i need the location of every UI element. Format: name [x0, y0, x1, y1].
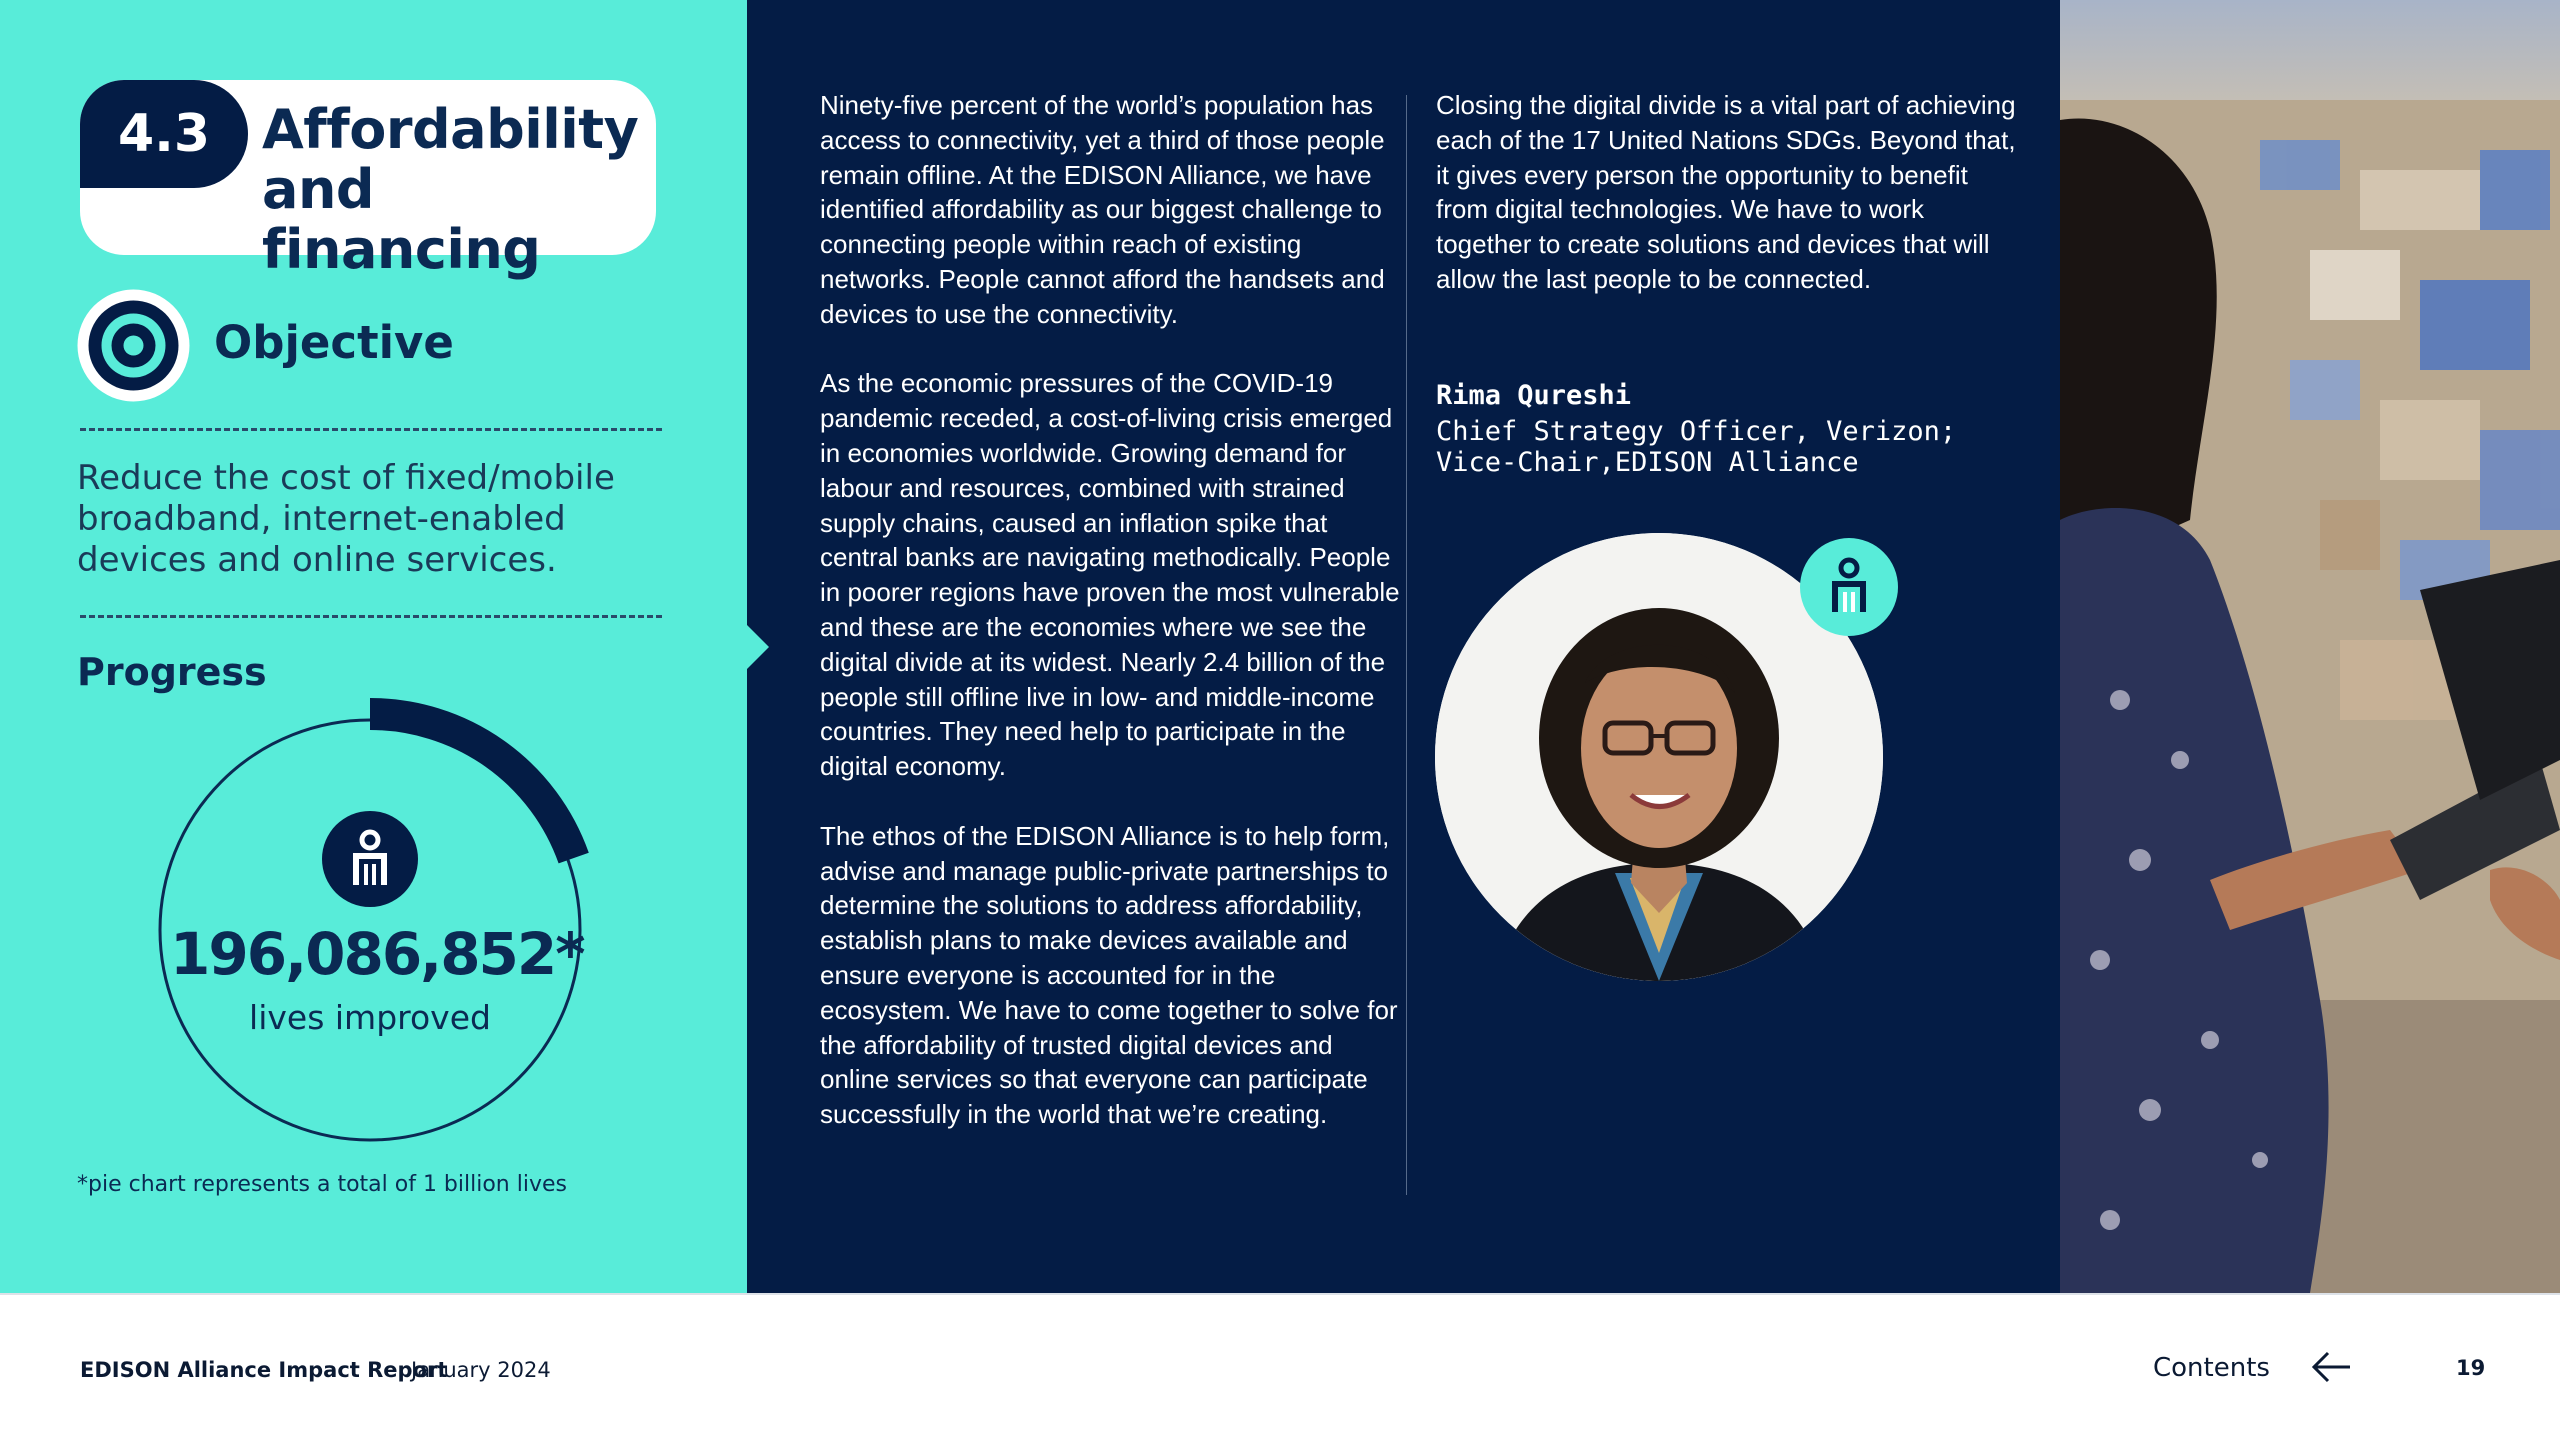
- body-column-left: [820, 88, 1400, 1132]
- chart-footnote: *pie chart represents a total of 1 billion lives: [77, 1172, 567, 1197]
- objective-text: Reduce the cost of fixed/mobile broadband, internet-enabled devices and online services.: [77, 458, 615, 580]
- contents-link[interactable]: Contents: [2153, 1353, 2270, 1383]
- person-badge-icon: [1800, 538, 1898, 636]
- quote-role-line2: Vice-Chair,EDISON Alliance: [1436, 447, 1859, 478]
- quote-author-name: Rima Qureshi: [1436, 380, 1632, 411]
- divider: [80, 428, 662, 431]
- quote-role-line1: Chief Strategy Officer, Verizon;: [1436, 416, 1957, 447]
- column-divider: [1406, 95, 1407, 1195]
- progress-value: 196,086,852*: [170, 920, 584, 988]
- body-paragraph: Ninety-five percent of the world’s population has access to connectivity, yet a third of those people remain offline. At the EDISON Alliance, we have identified affordability as our biggest challenge to connecting people within reach of existing networks. People cannot afford the handsets and devices to use the connectivity.: [820, 90, 1385, 329]
- body-paragraph: Closing the digital divide is a vital part of achieving each of the 17 United Nations SDGs. Beyond that, it gives every person the opportunity to benefit from digital technologies. We have to work together to create solutions and devices that will allow the last people to be connected.: [1436, 90, 2016, 294]
- body-column-right: [1436, 88, 2016, 297]
- body-paragraph: The ethos of the EDISON Alliance is to help form, advise and manage public-private partnerships to determine the solutions to address affordability, establish plans to make devices available and ensure everyone is accounted for in the ecosystem. We have to come together to solve for the affordability of trusted digital devices and online services so that everyone can participate successfully in the world that we’re creating.: [820, 820, 1398, 1130]
- objective-heading: Objective: [214, 316, 454, 369]
- section-title-line2: and financing: [262, 158, 541, 281]
- footer-report-name: EDISON Alliance Impact Report: [80, 1358, 448, 1382]
- panel-pointer: [747, 625, 769, 669]
- page-number: 19: [2456, 1356, 2486, 1380]
- target-icon: [76, 288, 191, 403]
- person-icon: [322, 811, 418, 907]
- section-number: 4.3: [80, 80, 248, 188]
- footer-divider: [0, 1293, 2560, 1295]
- hero-photo: [2060, 0, 2560, 1293]
- progress-caption: lives improved: [249, 998, 491, 1037]
- arrow-left-icon[interactable]: [2310, 1349, 2352, 1385]
- body-paragraph: As the economic pressures of the COVID-19 pandemic receded, a cost-of-living crisis emerged in economies worldwide. Growing demand for labour and resources, combined with strained supply chains, caused an inflation spike that central banks are navigating methodically. People in poorer regions have proven the most vulnerable and these are the economies where we see the digital divide at its widest. Nearly 2.4 billion of the people still offline live in low- and middle-income countries. They need help to participate in the digital economy.: [820, 368, 1400, 782]
- section-title: [262, 100, 642, 280]
- progress-heading: Progress: [77, 650, 267, 694]
- quote-author-role: [1436, 416, 2036, 478]
- divider: [80, 615, 662, 618]
- footer-date: January 2024: [411, 1358, 551, 1382]
- section-title-line1: Affordability: [262, 98, 639, 161]
